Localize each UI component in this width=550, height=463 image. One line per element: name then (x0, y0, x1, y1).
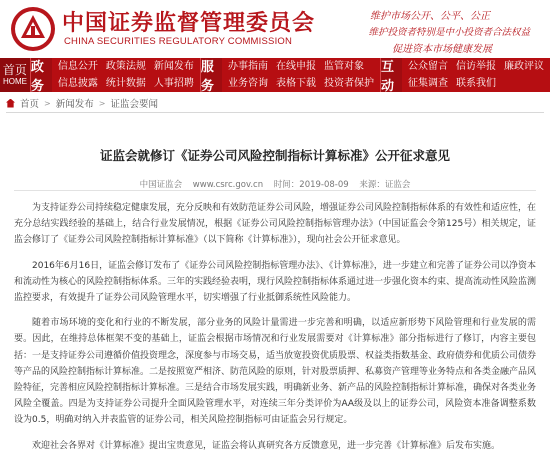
article-paragraph-3: 随着市场环境的变化和行业的不断发展，部分业务的风险计量需进一步完善和明确，以适应新形势下风险管理和行业发展的需要。因此，在维持总体框架不变的基础上，证监会根据市场情况和行业发展需要对《计算标准》部分指标进行了修订，内容主要包括：一是支持证券公司遵循价值投资理念，深度参与市场交易，适当放宽投资优质股票、权益类指数基金、政府债券和优质公司债券等产品的风险控制指标计算标准。二是按照宽严相济、防范风险的原则，针对股票质押、私募资产管理等业务特点和各类金融产品风险特征，完善相应风险控制指标计算标准。三是结合市场发展实践，明确新业务、新产品的风险控制指标计算标准，确保对各类业务风险全覆盖。四是为支持证券公司提升全面风险管理水平，对连续三年分类评价为AA级及以上的证券公司，风险资本准备调整系数设为0.5，明确对纳入并表监管的证券公司，相关风险控制指标可由证监会另行规定。 (14, 318, 537, 426)
csrc-emblem-logo[interactable] (10, 6, 56, 52)
nav-link-integrity[interactable]: 廉政评议 (504, 61, 545, 72)
nav-links-government (52, 58, 200, 92)
nav-link-guide[interactable]: 办事指南 (227, 61, 268, 72)
nav-links-service (222, 58, 380, 92)
org-name-cn: 中国证券监督管理委员会 (62, 11, 316, 36)
nav-links-interaction (402, 58, 550, 92)
article-paragraph-4: 欢迎社会各界对《计算标准》提出宝贵意见，证监会将认真研究各方反馈意见，进一步完善《计算标准》后发布实施。 (32, 440, 501, 451)
breadcrumb-divider (6, 112, 544, 113)
org-name-en: CHINA SECURITIES REGULATORY COMMISSION (64, 36, 293, 47)
home-icon (6, 99, 15, 108)
breadcrumb-arrow-icon: > (98, 98, 106, 108)
breadcrumb-csrc-news[interactable]: 证监会要闻 (110, 99, 158, 110)
nav-link-public-message[interactable]: 公众留言 (408, 61, 449, 72)
article-paragraph-2: 2016年6月16日，证监会修订发布了《证券公司风险控制指标管理办法》、《计算标准》，进一步建立和完善了证券公司以净资本和流动性为核心的风险控制指标体系。三年的实践经验表明，现行风险控制指标体系通过进一步强化资本约束、提高流动性风险监测监控要求，有效提升了证券公司风险管理水平，切实增强了行业抵御系统性风险能力。 (14, 260, 537, 304)
nav-link-recruitment[interactable]: 人事招聘 (153, 78, 194, 89)
nav-section-service: 服务 (200, 58, 222, 92)
home-label-cn: 首页 (2, 63, 27, 77)
nav-link-info-public[interactable]: 信息公开 (57, 61, 98, 72)
nav-link-news[interactable]: 新闻发布 (153, 61, 194, 72)
site-header (0, 0, 550, 58)
slogan-2: 维护投资者特别是中小投资者合法权益 (368, 27, 530, 38)
nav-link-online-filing[interactable]: 在线申报 (275, 61, 316, 72)
nav-link-complaint[interactable]: 信访举报 (456, 61, 497, 72)
breadcrumb-news[interactable]: 新闻发布 (55, 99, 94, 110)
breadcrumb-home[interactable]: 首页 (20, 99, 40, 110)
slogan-3: 促进资本市场健康发展 (392, 44, 492, 55)
nav-link-statistics[interactable]: 统计数据 (105, 78, 146, 89)
nav-home-button[interactable] (0, 58, 30, 92)
nav-link-info-disclosure[interactable]: 信息披露 (57, 78, 98, 89)
article-meta (0, 178, 550, 190)
nav-link-form-download[interactable]: 表格下载 (275, 78, 316, 89)
meta-divider (14, 190, 536, 191)
article-date: 时间：2019-08-09 (273, 180, 349, 190)
article-body (14, 200, 536, 463)
nav-link-survey[interactable]: 征集调查 (408, 78, 449, 89)
article-paragraph-1: 为支持证券公司持续稳定健康发展，充分反映和有效防范证券公司风险，增强证券公司风险控制指标体系的有效性和适应性，在充分总结实践经验的基础上，结合行业发展情况，根据《证券公司风险控制指标管理办法》（中国证监会令第125号）相关规定，证监会修订了《证券公司风险控制指标计算标准》（以下简称《计算标准》），现向社会公开征求意见。 (14, 203, 537, 246)
breadcrumb-arrow-icon: > (44, 98, 51, 108)
nav-section-interaction: 互动 (380, 58, 402, 92)
article-source: 中国证监会 (139, 180, 183, 190)
nav-link-policy[interactable]: 政策法规 (105, 61, 146, 72)
article-from: 来源：证监会 (359, 180, 411, 190)
breadcrumb (6, 96, 158, 110)
nav-link-investor-protection[interactable]: 投资者保护 (323, 78, 374, 89)
main-nav (0, 58, 550, 92)
nav-link-contact[interactable]: 联系我们 (456, 78, 497, 89)
article-title: 证监会就修订《证券公司风险控制指标计算标准》公开征求意见 (99, 148, 450, 163)
nav-section-government: 政务 (30, 58, 52, 92)
nav-link-consult[interactable]: 业务咨询 (227, 78, 268, 89)
home-label-en: HOME (2, 77, 27, 86)
nav-link-regulated[interactable]: 监管对象 (323, 61, 364, 72)
slogan-1: 维护市场公开、公平、公正 (370, 11, 490, 22)
article-site: www.csrc.gov.cn (192, 180, 264, 190)
